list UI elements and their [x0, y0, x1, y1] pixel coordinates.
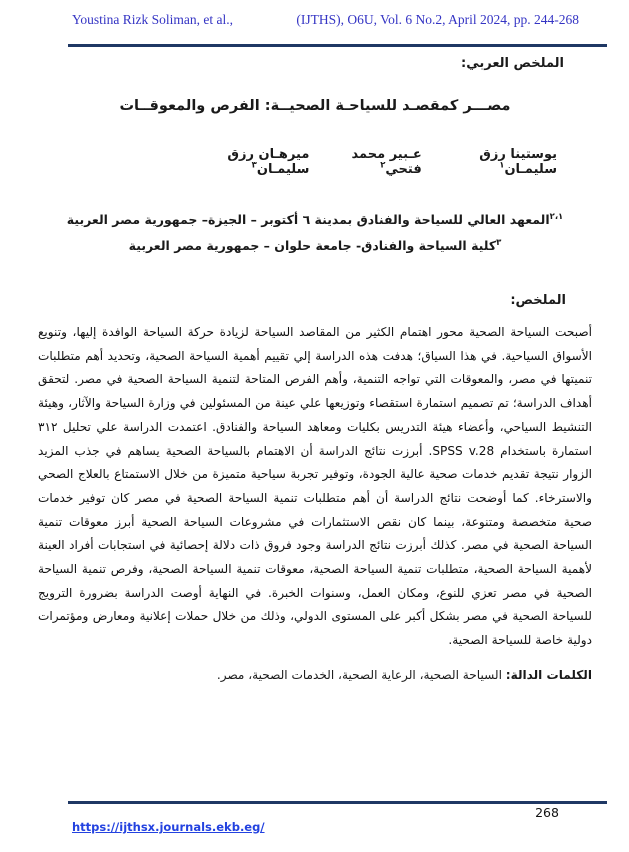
journal-info: (IJTHS), O6U, Vol. 6 No.2, April 2024, pp. 244-268 [296, 12, 579, 27]
page-number: 268 [535, 805, 559, 820]
affiliation-1 [38, 207, 592, 233]
affiliation-2 [38, 233, 592, 259]
arabic-abstract-label: الملخص العربي: [461, 56, 564, 71]
arabic-abstract-section [38, 56, 592, 687]
author-1-name: يوستينا رزق سليمـان [479, 147, 557, 177]
author-1-sup: ١ [499, 160, 505, 171]
footer-rule [68, 801, 607, 804]
affiliation-2-sup: ٣ [496, 237, 502, 248]
author-2-sup: ٢ [380, 160, 386, 171]
abstract-label: الملخص: [510, 293, 566, 308]
authors-row [38, 147, 592, 177]
journal-url-link[interactable]: https://ijthsx.journals.ekb.eg/ [72, 820, 265, 834]
running-author: Youstina Rizk Soliman, et al., [72, 12, 234, 27]
affiliation-1-text: المعهد العالي للسياحة والفنادق بمدينة ٦ أكتوبر – الجيزة– جمهورية مصر العربية [66, 212, 550, 227]
abstract-paragraph: أصبحت السياحة الصحية محور اهتمام الكثير من المقاصد السياحة لزيادة حركة السياحة الوافدة إليها، وتنويع الأسواق السياحية. في هذا السياق؛ هدفت هذه الدراسة إلي تقييم أهمية السياحة الصحية، وتحديد أهم متطلبات تنميتها في مصر، والمعوقات التي تواجه التنمية، وأهم الفرص المتاحة لتنمية السياحة الصحية في مصر. لتحقق أهداف الدراسة؛ تم تصميم استمارة استقصاء وتوزيعها علي عينة من المسئولين في وزارة السياحة والآثار، وهيئة التنشيط السياحي، وأعضاء هيئة التدريس بكليات ومعاهد السياحة والفنادق. اعتمدت الدراسة علي تحليل ٣١٢ استمارة باستخدام SPSS v.28. أبرزت نتائج الدراسة أن الاهتمام بالسياحة الصحية يساهم في جذب المزيد الزوار نتيجة تقديم خدمات صحية عالية الجودة، وتوفير تجربة سياحية متميزة من خلال الاستمتاع بالعلاج الصحي والاسترخاء. كما أوضحت نتائج الدراسة أن أهم متطلبات تنمية السياحة الصحية في مصر كان توفير خدمات صحية متخصصة ومتنوعة، بينما كان نقص الاستثمارات في مشروعات السياحة الصحية أبرز معوقات تنمية السياحة الصحية في مصر. كذلك أبرزت نتائج الدراسة وجود فروق ذات دلالة إحصائية في استجابات أفراد العينة لأهمية السياحة الصحية، متطلبات تنمية السياحة الصحية، معوقات تنمية السياحة الصحية، وفرص تنمية السياحة الصحية في مصر تعزي للنوع، ومكان العمل، وسنوات الخبرة. في النهاية أوصت الدراسة بضرورة الترويج للسياحة الصحية في مصر بشكل أكبر على المستوى الدولي، وذلك من خلال حملات إعلانية ومعارض ومؤتمرات دولية خاصة للسياحة الصحية. [38, 325, 592, 648]
affiliation-1-sup: ٢،١ [549, 211, 564, 222]
header-rule [68, 44, 607, 47]
keywords-text: السياحة الصحية، الرعاية الصحية، الخدمات الصحية، مصر. [216, 667, 506, 682]
author-2 [309, 147, 421, 177]
affiliations [38, 207, 592, 259]
page-header [72, 12, 579, 28]
author-3 [170, 147, 309, 177]
keywords-line [38, 664, 592, 687]
author-3-sup: ٣ [251, 160, 257, 171]
paper-title: مصـــر كمقصـد للسياحـة الصحيــة: الفرص والمعوقــات [119, 98, 511, 114]
affiliation-2-text: كلية السياحة والفنادق- جامعة حلوان – جمهورية مصر العربية [128, 238, 497, 253]
author-3-name: ميرهـان رزق سليمـان [227, 147, 310, 177]
author-1 [422, 147, 557, 177]
author-2-name: عـبير محمد فتحي [351, 147, 422, 177]
keywords-label: الكلمات الدالة: [505, 667, 592, 682]
